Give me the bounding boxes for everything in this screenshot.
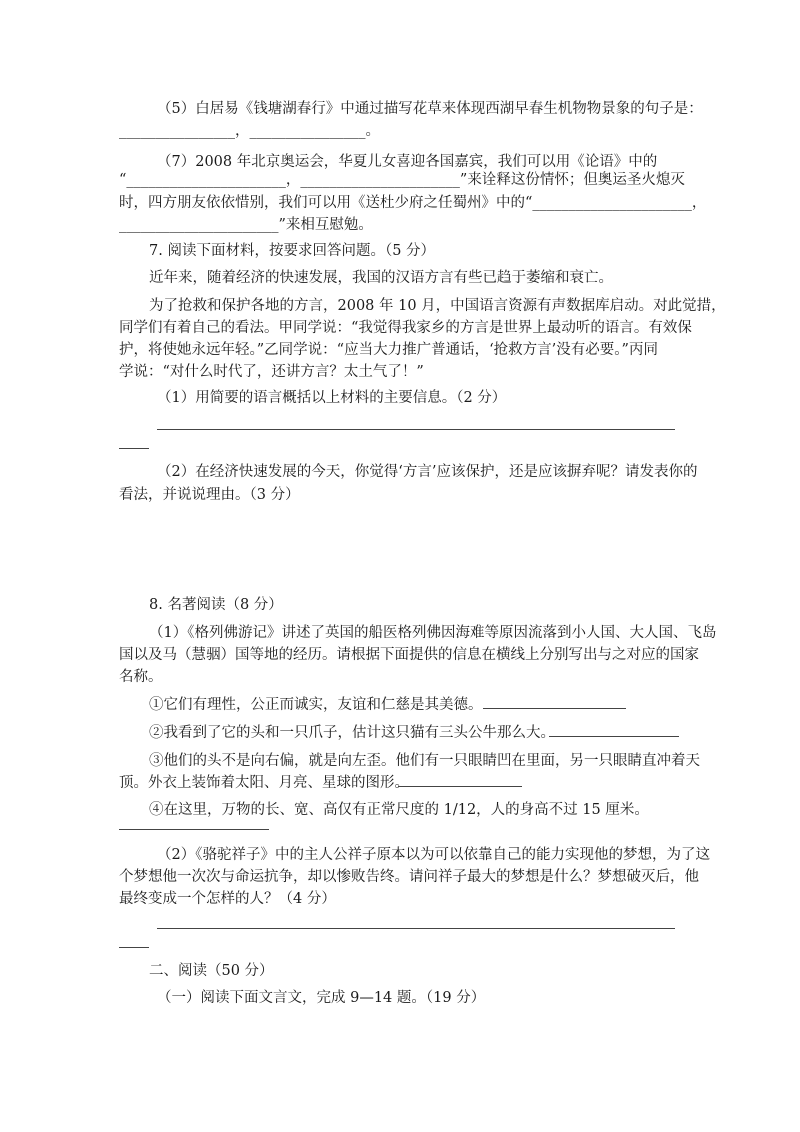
q8-item2: ②我看到了它的头和一只爪子，估计这只猫有三头公牛那么大。 (149, 725, 555, 741)
q8-sub1-line1: （1）《格列佛游记》讲述了英国的船医格列佛因海难等原因流落到小人国、大人国、飞岛 (149, 625, 717, 641)
q8-title: 8. 名著阅读（8 分） (149, 597, 283, 613)
q8-item3-line1: ③他们的头不是向右偏，就是向左歪。他们有一只眼睛凹在里面，另一只眼睛直冲着天 (149, 753, 700, 769)
q8-sub1-line3: 名称。 (119, 669, 163, 685)
q8-item2-answer-line[interactable] (549, 736, 679, 737)
q7-sub2-line2: 看法，并说说理由。（3 分） (119, 487, 300, 503)
q6-5-line1: （5）白居易《钱塘湖春行》中通过描写花草来体现西湖早春生机物物景象的句子是： (157, 101, 703, 117)
q8-item1: ①它们有理性，公正而诚实，友谊和仁慈是其美德。 (149, 697, 483, 713)
q8-item1-answer-line[interactable] (483, 708, 626, 709)
q8-item4-answer-line[interactable] (119, 829, 269, 830)
section2-title: 二、阅读（50 分） (149, 963, 274, 979)
q8-sub2-line1: （2）《骆驼祥子》中的主人公祥子原本以为可以依靠自己的能力实现他的梦想，为了这 (157, 847, 710, 863)
q7-para1: 近年来，随着经济的快速发展，我国的汉语方言有些已趋于萎缩和衰亡。 (149, 270, 613, 286)
q8-item4: ④在这里，万物的长、宽、高仅有正常尺度的 1/12，人的身高不过 15 厘米。 (149, 802, 649, 818)
q8-sub2-answer-line[interactable] (157, 928, 675, 929)
q8-item3-answer-line[interactable] (398, 786, 522, 787)
q6-5-line2[interactable]: ________________，________________。 (119, 123, 380, 139)
q6-7-line2[interactable]: “______________________，______________________”来诠释这份情怀；但奥运圣火熄灭 (119, 172, 685, 188)
q7-para2-line4: 学说：“对什么时代了，还讲方言？太土气了！” (119, 364, 424, 380)
q7-sub2-line1: （2）在经济快速发展的今天，你觉得‘方言’应该保护，还是应该摒弃呢？请发表你的 (157, 464, 698, 480)
q6-7-line1: （7）2008 年北京奥运会，华夏儿女喜迎各国嘉宾，我们可以用《论语》中的 (157, 154, 658, 170)
q7-para2-line1: 为了抢救和保护各地的方言，2008 年 10 月，中国语言资源有声数据库启动。对此觉措， (149, 298, 726, 314)
q8-sub2-answer-line-end[interactable] (119, 947, 149, 948)
q7-para2-line3: 护，将使她永远年轻。”乙同学说：“应当大力推广普通话，‘抢救方言’没有必要。”丙同 (119, 342, 658, 358)
q6-7-line4[interactable]: ______________________”来相互慰勉。 (119, 217, 373, 233)
section2-sub1: （一）阅读下面文言文，完成 9—14 题。（19 分） (157, 990, 486, 1006)
q8-sub2-line2: 个梦想他一次次与命运抗争，却以惨败告终。请问祥子最大的梦想是什么？梦想破灭后，他 (119, 869, 699, 885)
q7-sub1: （1）用简要的语言概括以上材料的主要信息。（2 分） (157, 390, 507, 406)
q8-item3-line2: 顶。外衣上装饰着太阳、月亮、星球的图形。 (119, 775, 409, 791)
q7-para2-line2: 同学们有着自己的看法。甲同学说：“我觉得我家乡的方言是世界上最动听的语言。有效保 (119, 320, 692, 336)
q8-sub2-line3: 最终变成一个怎样的人？（4 分） (119, 891, 336, 907)
q6-7-line3[interactable]: 时，四方朋友依依惜别，我们可以用《送杜少府之任蜀州》中的“______________________， (119, 195, 707, 211)
q8-sub1-line2: 国以及马（慧骃）国等地的经历。请根据下面提供的信息在横线上分别写出与之对应的国家 (119, 647, 699, 663)
q7-sub1-answer-line[interactable] (157, 429, 675, 430)
q7-title: 7. 阅读下面材料，按要求回答问题。（5 分） (149, 243, 436, 259)
q7-sub1-answer-line-end[interactable] (119, 448, 149, 449)
